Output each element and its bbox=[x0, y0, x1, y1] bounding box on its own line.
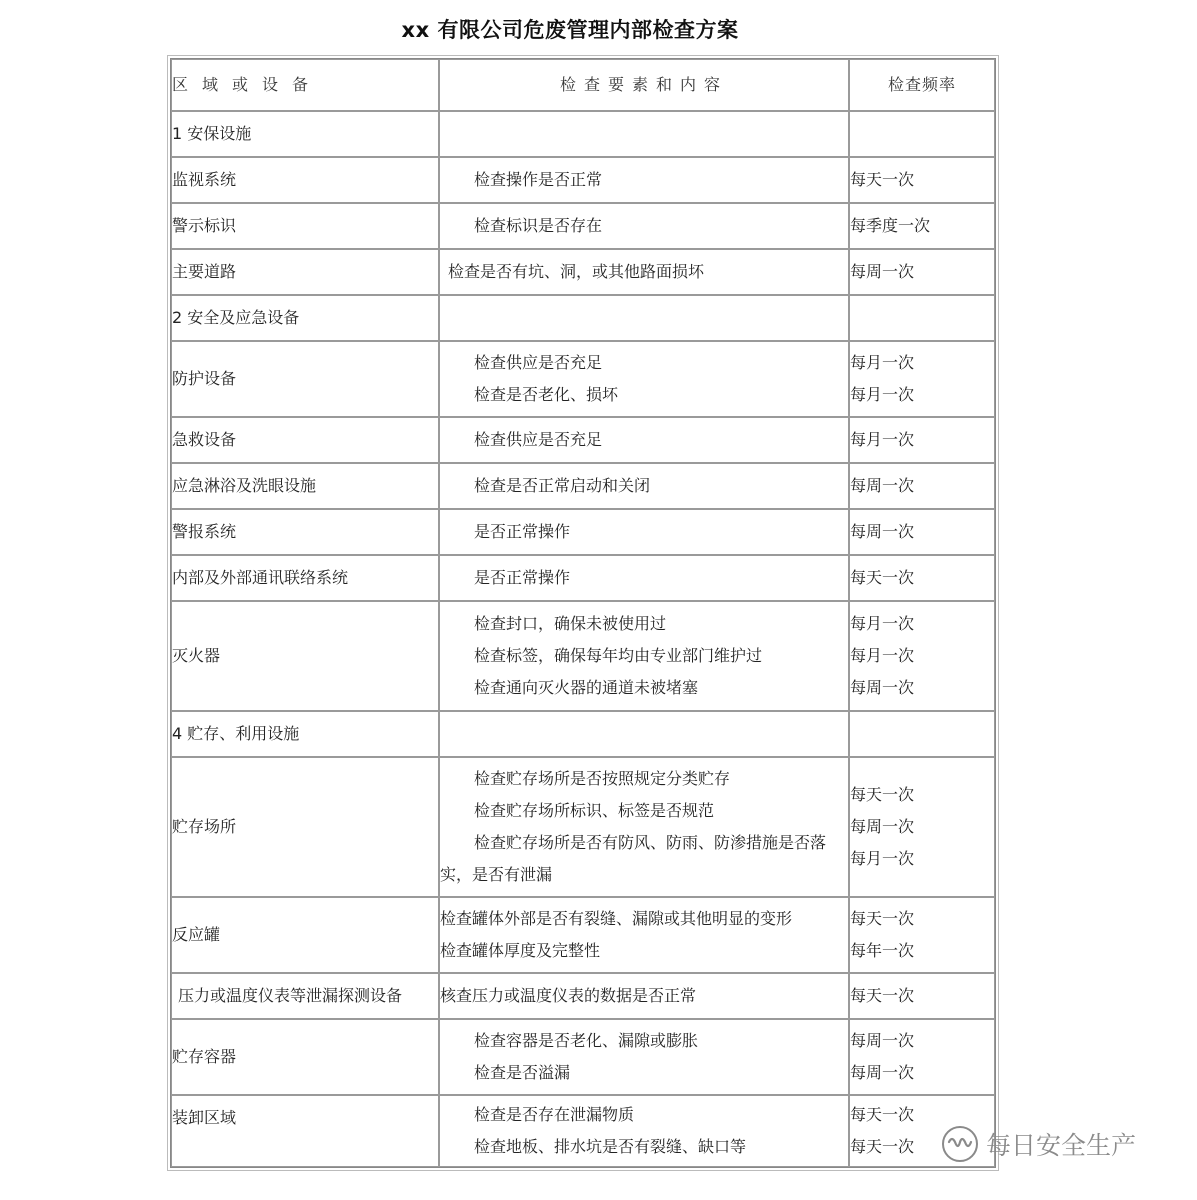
wechat-channel-icon bbox=[940, 1124, 980, 1164]
document-title: xx 有限公司危废管理内部检查方案 bbox=[401, 18, 739, 42]
table-row bbox=[171, 601, 995, 711]
items-cell bbox=[439, 973, 849, 1019]
freq-text: 每周一次 bbox=[850, 262, 915, 281]
item-text: 检查是否有坑、洞，或其他路面损坏 bbox=[448, 262, 705, 281]
table-row bbox=[171, 555, 995, 601]
area-cell: 警报系统 bbox=[171, 509, 439, 555]
area-cell: 压力或温度仪表等泄漏探测设备 bbox=[171, 973, 439, 1019]
header-items: 检查要素和内容 bbox=[439, 59, 849, 111]
freq-cell bbox=[849, 897, 995, 973]
freq-cell bbox=[849, 973, 995, 1019]
freq-text: 每年一次 bbox=[850, 941, 915, 960]
item-text: 检查贮存场所标识、标签是否规范 bbox=[474, 801, 715, 820]
area-cell: 防护设备 bbox=[171, 341, 439, 417]
area-cell: 内部及外部通讯联络系统 bbox=[171, 555, 439, 601]
item-text: 检查通向灭火器的通道未被堵塞 bbox=[474, 678, 699, 697]
freq-cell bbox=[849, 249, 995, 295]
freq-cell bbox=[849, 555, 995, 601]
header-frequency: 检查频率 bbox=[849, 59, 995, 111]
freq-cell bbox=[849, 157, 995, 203]
freq-cell bbox=[849, 509, 995, 555]
area-cell: 装卸区域 bbox=[171, 1095, 439, 1167]
items-cell bbox=[439, 757, 849, 897]
section-title: 1 安保设施 bbox=[171, 111, 439, 157]
freq-text: 每周一次 bbox=[850, 1031, 915, 1050]
table-row bbox=[171, 1019, 995, 1095]
freq-text: 每周一次 bbox=[850, 1063, 915, 1082]
item-text: 检查是否正常启动和关闭 bbox=[474, 476, 651, 495]
table-row bbox=[171, 757, 995, 897]
freq-cell bbox=[849, 601, 995, 711]
header-area: 区域或设备 bbox=[171, 59, 439, 111]
item-text: 是否正常操作 bbox=[474, 522, 571, 541]
item-text: 检查供应是否充足 bbox=[474, 353, 603, 372]
table-row bbox=[171, 509, 995, 555]
freq-text: 每天一次 bbox=[850, 1137, 915, 1156]
item-text: 检查容器是否老化、漏隙或膨胀 bbox=[474, 1031, 699, 1050]
table-row bbox=[171, 203, 995, 249]
section-row bbox=[171, 295, 995, 341]
area-cell: 反应罐 bbox=[171, 897, 439, 973]
table-row bbox=[171, 463, 995, 509]
items-cell bbox=[439, 203, 849, 249]
area-cell: 警示标识 bbox=[171, 203, 439, 249]
freq-text: 每月一次 bbox=[850, 430, 915, 449]
item-text: 检查是否存在泄漏物质 bbox=[474, 1105, 635, 1124]
freq-text: 每周一次 bbox=[850, 522, 915, 541]
area-cell: 监视系统 bbox=[171, 157, 439, 203]
freq-text: 每月一次 bbox=[850, 849, 915, 868]
items-cell bbox=[439, 157, 849, 203]
item-text: 检查标签，确保每年均由专业部门维护过 bbox=[474, 646, 763, 665]
area-cell: 灭火器 bbox=[171, 601, 439, 711]
freq-text: 每天一次 bbox=[850, 785, 915, 804]
table-row bbox=[171, 417, 995, 463]
inspection-table bbox=[170, 58, 996, 1168]
freq-text: 每周一次 bbox=[850, 476, 915, 495]
items-cell bbox=[439, 1019, 849, 1095]
item-text: 是否正常操作 bbox=[474, 568, 571, 587]
item-text: 检查供应是否充足 bbox=[474, 430, 603, 449]
freq-cell bbox=[849, 341, 995, 417]
items-cell bbox=[439, 897, 849, 973]
watermark-text: 每日安全生产 bbox=[986, 1131, 1137, 1160]
freq-text: 每周一次 bbox=[850, 678, 915, 697]
table-row bbox=[171, 973, 995, 1019]
table-row bbox=[171, 1095, 995, 1167]
watermark bbox=[940, 1124, 1136, 1164]
freq-cell bbox=[849, 203, 995, 249]
section-row bbox=[171, 111, 995, 157]
section-title: 2 安全及应急设备 bbox=[171, 295, 439, 341]
freq-cell bbox=[849, 463, 995, 509]
freq-text: 每天一次 bbox=[850, 986, 915, 1005]
table-row bbox=[171, 249, 995, 295]
freq-text: 每天一次 bbox=[850, 909, 915, 928]
freq-cell bbox=[849, 757, 995, 897]
item-text: 检查标识是否存在 bbox=[474, 216, 603, 235]
items-cell bbox=[439, 509, 849, 555]
freq-text: 每月一次 bbox=[850, 614, 915, 633]
table-row bbox=[171, 341, 995, 417]
area-cell: 贮存场所 bbox=[171, 757, 439, 897]
freq-text: 每季度一次 bbox=[850, 216, 931, 235]
item-text: 检查罐体厚度及完整性 bbox=[440, 941, 601, 960]
items-cell bbox=[439, 555, 849, 601]
items-cell bbox=[439, 417, 849, 463]
item-text: 检查地板、排水坑是否有裂缝、缺口等 bbox=[474, 1137, 747, 1156]
freq-text: 每月一次 bbox=[850, 385, 915, 404]
freq-cell bbox=[849, 417, 995, 463]
freq-text: 每天一次 bbox=[850, 1105, 915, 1124]
item-text: 检查是否溢漏 bbox=[474, 1063, 571, 1082]
area-cell: 贮存容器 bbox=[171, 1019, 439, 1095]
freq-text: 每月一次 bbox=[850, 646, 915, 665]
area-cell: 应急淋浴及洗眼设施 bbox=[171, 463, 439, 509]
item-text: 核查压力或温度仪表的数据是否正常 bbox=[440, 986, 697, 1005]
section-row bbox=[171, 711, 995, 757]
section-title: 4 贮存、利用设施 bbox=[171, 711, 439, 757]
area-cell: 急救设备 bbox=[171, 417, 439, 463]
freq-text: 每周一次 bbox=[850, 817, 915, 836]
item-text: 检查是否老化、损坏 bbox=[474, 385, 619, 404]
freq-text: 每月一次 bbox=[850, 353, 915, 372]
item-text: 检查封口，确保未被使用过 bbox=[474, 614, 667, 633]
table-row bbox=[171, 157, 995, 203]
area-cell: 主要道路 bbox=[171, 249, 439, 295]
item-text: 检查贮存场所是否按照规定分类贮存 bbox=[474, 769, 731, 788]
item-text: 检查贮存场所是否有防风、防雨、防渗措施是否落实，是否有泄漏 bbox=[440, 833, 827, 884]
item-text: 检查操作是否正常 bbox=[474, 170, 603, 189]
items-cell bbox=[439, 1095, 849, 1167]
items-cell bbox=[439, 341, 849, 417]
items-cell bbox=[439, 249, 849, 295]
freq-text: 每天一次 bbox=[850, 568, 915, 587]
items-cell bbox=[439, 601, 849, 711]
table-row bbox=[171, 897, 995, 973]
freq-text: 每天一次 bbox=[850, 170, 915, 189]
freq-cell bbox=[849, 1019, 995, 1095]
table-header-row bbox=[171, 59, 995, 111]
item-text: 检查罐体外部是否有裂缝、漏隙或其他明显的变形 bbox=[440, 909, 793, 928]
items-cell bbox=[439, 463, 849, 509]
